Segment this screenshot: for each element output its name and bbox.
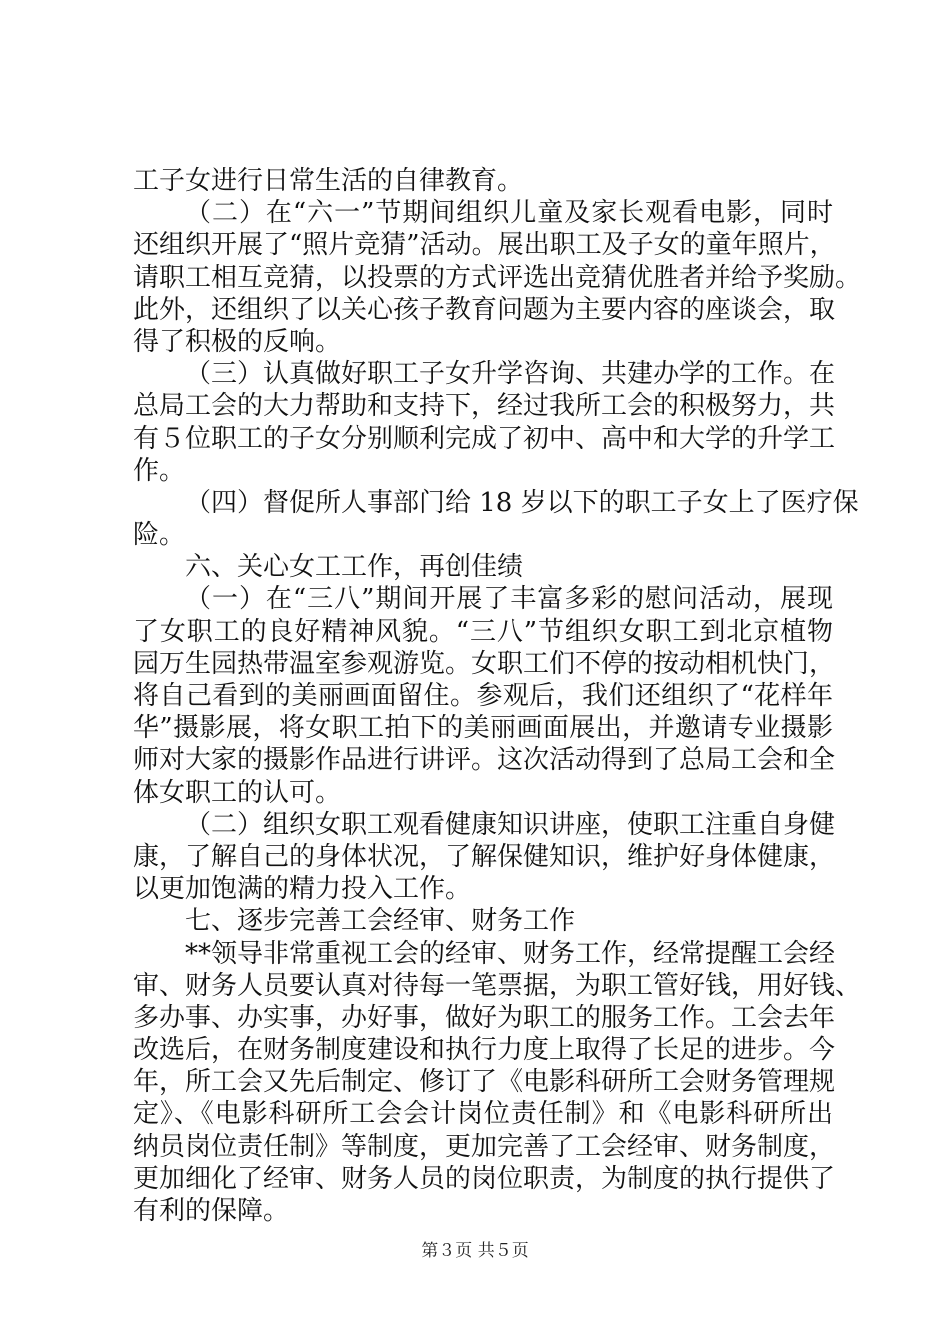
text-line: 有５位职工的子女分别顺利完成了初中、高中和大学的升学工 [133,423,836,454]
text-line: 六、关心女工工作，再创佳绩 [185,552,524,583]
text-line: 还组织开展了“照片竞猜”活动。展出职工及子女的童年照片， [133,230,836,261]
text-line: 总局工会的大力帮助和支持下，经过我所工会的积极努力，共 [133,391,836,422]
text-line: 康，了解自己的身体状况，了解保健知识，维护好身体健康， [133,841,836,872]
text-line: 以更加饱满的精力投入工作。 [133,874,472,905]
text-line: 审、财务人员要认真对待每一笔票据，为职工管好钱，用好钱、 [133,970,862,1001]
text-line: 定》、《电影科研所工会会计岗位责任制》和《电影科研所出 [133,1099,833,1130]
text-line: 师对大家的摄影作品进行讲评。这次活动得到了总局工会和全 [133,745,836,776]
text-line: 险。 [133,520,186,551]
text-line: 体女职工的认可。 [133,777,342,808]
text-line: （四）督促所人事部门给 18 岁以下的职工子女上了医疗保 [185,487,859,518]
text-line: 将自己看到的美丽画面留住。参观后，我们还组织了“花样年 [133,681,833,711]
text-line: 有利的保障。 [133,1196,290,1226]
text-line: **领导非常重视工会的经审、财务工作，经常提醒工会经 [185,938,836,969]
text-line: （二）组织女职工观看健康知识讲座，使职工注重自身健 [185,809,836,840]
text-line: （三）认真做好职工子女升学咨询、共建办学的工作。在 [185,359,836,390]
text-line: 了女职工的良好精神风貌。“三八”节组织女职工到北京植物 [133,616,833,647]
text-line: （一）在“三八”期间开展了丰富多彩的慰问活动，展现 [185,584,833,615]
text-line: 改选后，在财务制度建设和执行力度上取得了长足的进步。今 [133,1035,836,1066]
document-body [133,165,862,1227]
text-line: 华”摄影展，将女职工拍下的美丽画面展出，并邀请专业摄影 [133,713,833,744]
text-line: 请职工相互竞猜，以投票的方式评选出竞猜优胜者并给予奖励。 [133,262,862,293]
text-line: 更加细化了经审、财务人员的岗位职责，为制度的执行提供了 [133,1163,836,1194]
text-line: 年，所工会又先后制定、修订了《电影科研所工会财务管理规 [133,1067,836,1098]
text-line: 多办事、办实事，办好事，做好为职工的服务工作。工会去年 [133,1002,836,1033]
text-line: 园万生园热带温室参观游览。女职工们不停的按动相机快门， [133,648,836,679]
text-line: 此外，还组织了以关心孩子教育问题为主要内容的座谈会，取 [133,294,836,325]
text-line: 纳员岗位责任制》等制度，更加完善了工会经审、财务制度， [133,1131,836,1162]
text-line: 七、逐步完善工会经审、财务工作 [185,906,576,937]
text-line: 作。 [133,455,186,486]
text-line: 工子女进行日常生活的自律教育。 [133,166,524,196]
page-footer: 第３页 共５页 [421,1241,529,1261]
text-line: （二）在“六一”节期间组织儿童及家长观看电影，同时 [185,198,833,229]
text-line: 得了积极的反响。 [133,326,342,357]
